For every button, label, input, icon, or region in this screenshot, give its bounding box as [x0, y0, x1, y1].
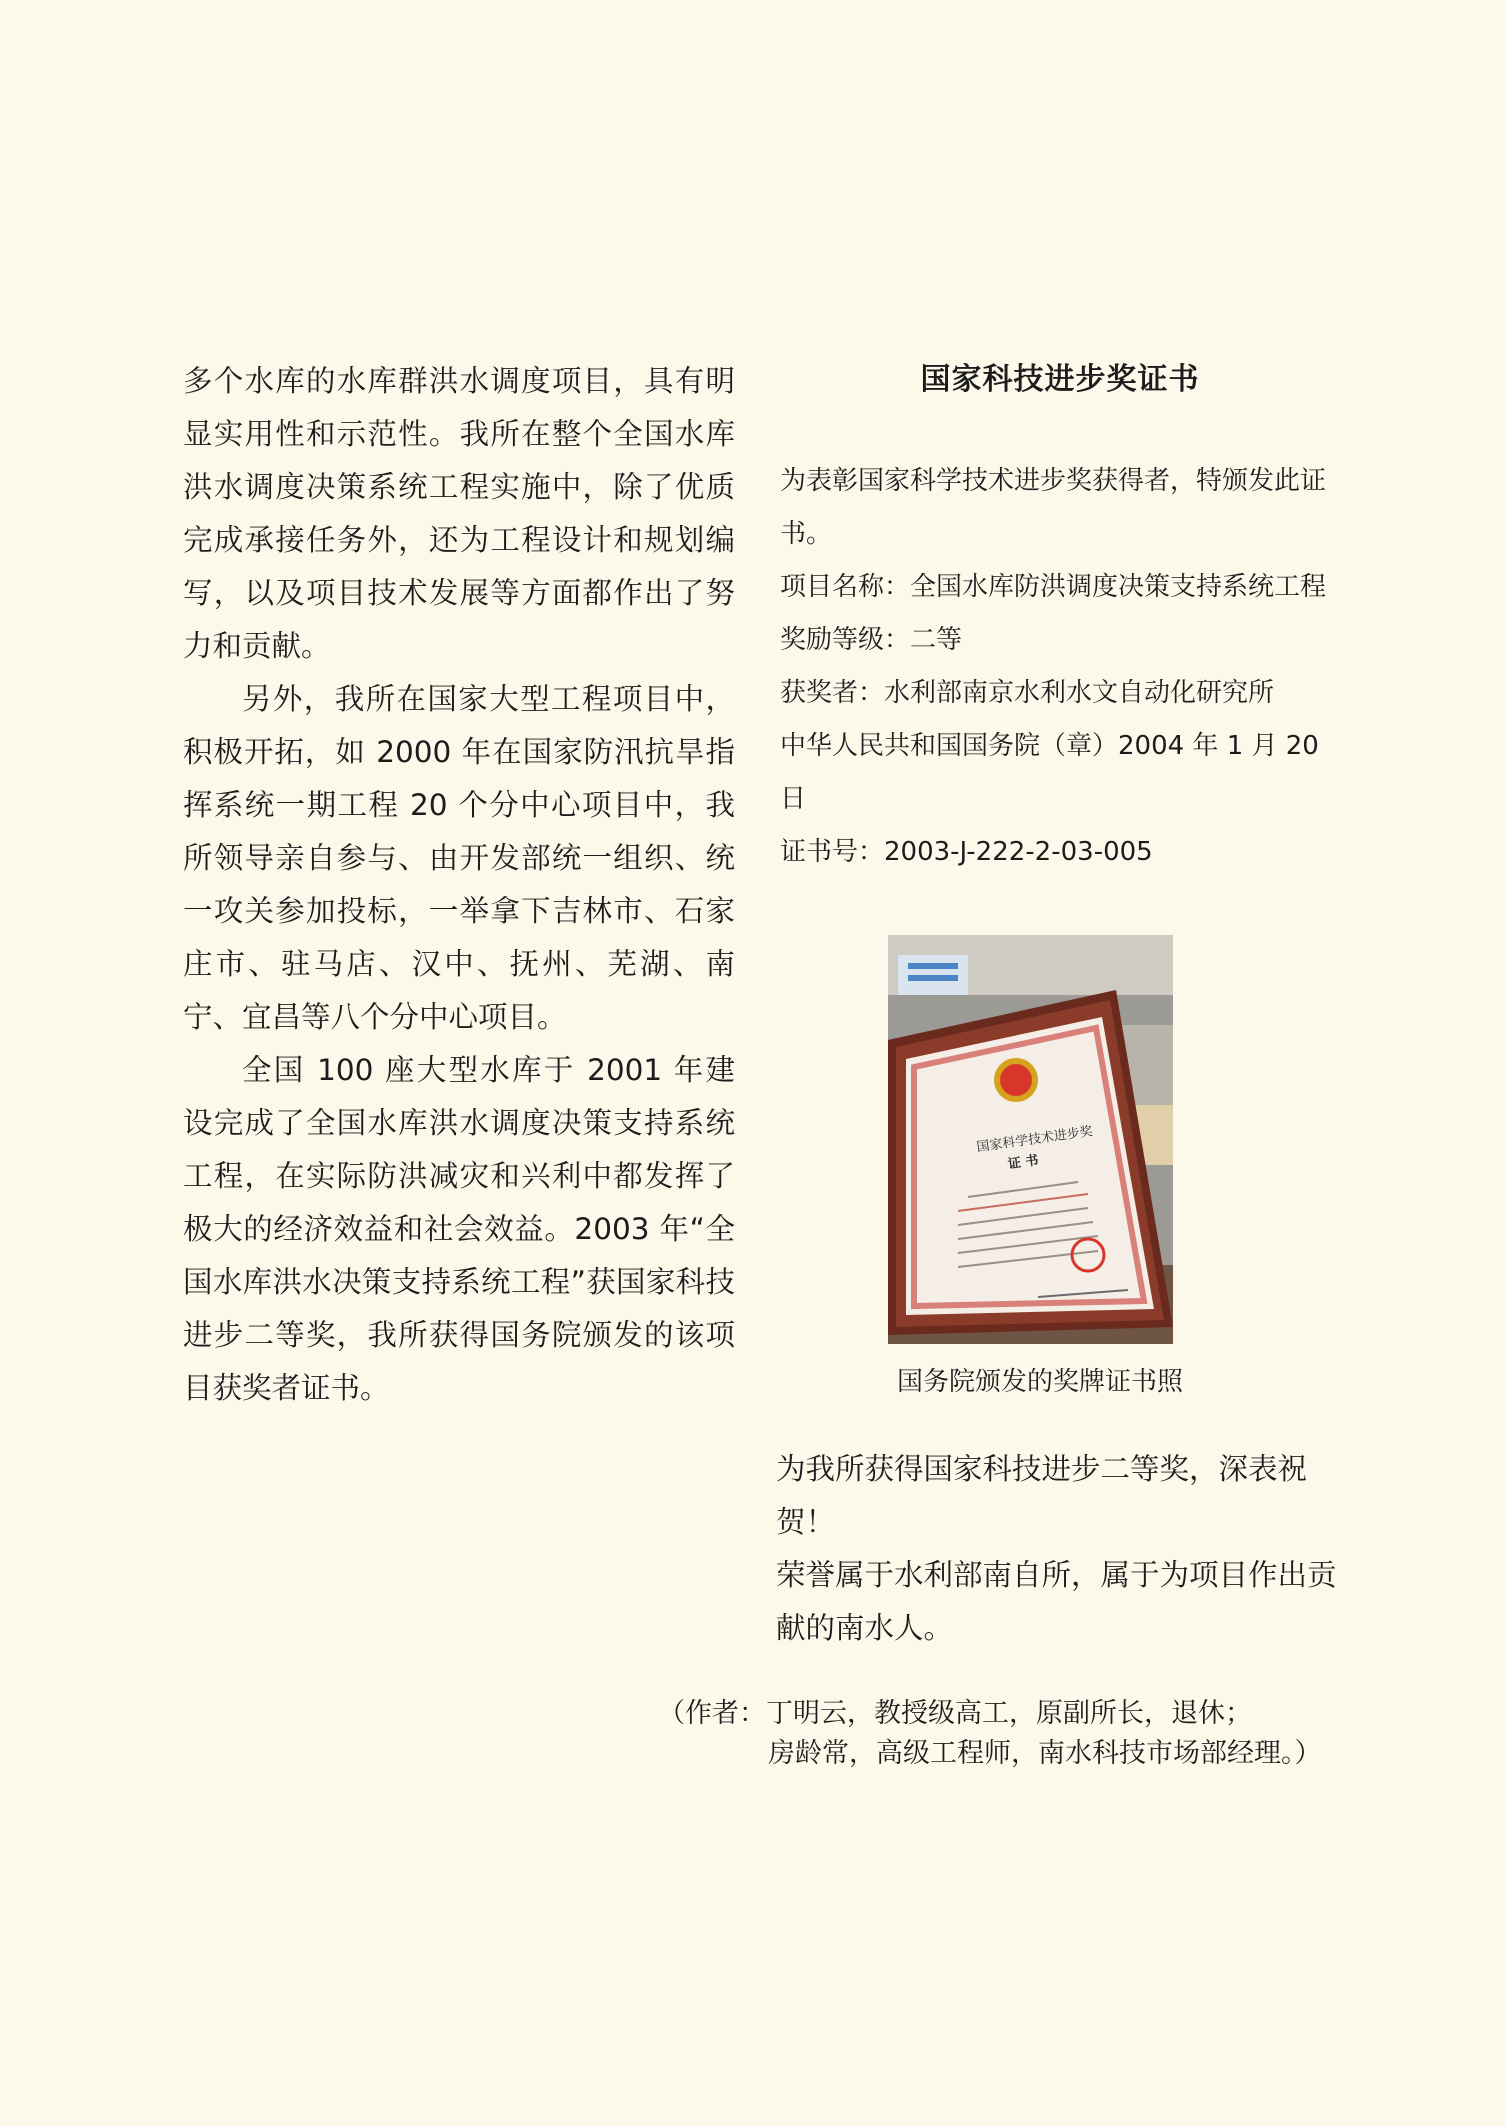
left-paragraph-3: 全国 100 座大型水库于 2001 年建设完成了全国水库洪水调度决策支持系统工程，在实际防洪减灾和兴利中都发挥了极大的经济效益和社会效益。2003 年“全国水库洪水决策支持系统工程”获国家科技进步二等奖，我所获得国务院颁发的该项目获奖者证书。: [183, 1053, 735, 1405]
certificate-section: [780, 355, 1340, 879]
certificate-issuer-date: 中华人民共和国国务院（章）2004 年 1 月 20 日: [780, 731, 1319, 814]
certificate-body: [780, 455, 1340, 879]
congratulations: [776, 1443, 1346, 1655]
certificate-award-level: 奖励等级：二等: [780, 625, 963, 655]
left-paragraph-2: 另外，我所在国家大型工程项目中，积极开拓，如 2000 年在国家防汛抗旱指挥系统一期工程 20 个分中心项目中，我所领导亲自参与、由开发部统一组织、统一攻关参加投标，一举拿下吉林市、石家庄市、驻马店、汉中、抚州、芜湖、南宁、宜昌等八个分中心项目。: [183, 682, 735, 1034]
left-column: [183, 355, 735, 1415]
certificate-number: 证书号：2003-J-222-2-03-005: [780, 837, 1153, 867]
author-note: [658, 1694, 1458, 1774]
plaque-title: 国家科学技术进步奖: [975, 1124, 1094, 1156]
certificate-photo: [888, 935, 1173, 1344]
author-line-1: （作者：丁明云，教授级高工，原副所长，退休；: [658, 1698, 1252, 1729]
plaque-subtitle: 证 书: [1007, 1153, 1040, 1173]
congrats-line-1: 为我所获得国家科技进步二等奖，深表祝贺！: [776, 1452, 1308, 1539]
left-paragraph-1: 多个水库的水库群洪水调度项目，具有明显实用性和示范性。我所在整个全国水库洪水调度决策系统工程实施中，除了优质完成承接任务外，还为工程设计和规划编写，以及项目技术发展等方面都作出了努力和贡献。: [183, 364, 735, 663]
certificate-winner: 获奖者：水利部南京水利水文自动化研究所: [780, 678, 1275, 708]
certificate-title: 国家科技进步奖证书: [920, 362, 1200, 397]
certificate-photo-illustration: [888, 935, 1173, 1344]
certificate-project-name: 项目名称：全国水库防洪调度决策支持系统工程: [780, 572, 1327, 602]
photo-caption: 国务院颁发的奖牌证书照: [896, 1367, 1183, 1397]
certificate-statement: 为表彰国家科学技术进步奖获得者，特颁发此证书。: [780, 466, 1327, 549]
author-line-2: 房龄常，高级工程师，南水科技市场部经理。）: [768, 1738, 1322, 1769]
congrats-line-2: 荣誉属于水利部南自所，属于为项目作出贡献的南水人。: [776, 1558, 1337, 1645]
